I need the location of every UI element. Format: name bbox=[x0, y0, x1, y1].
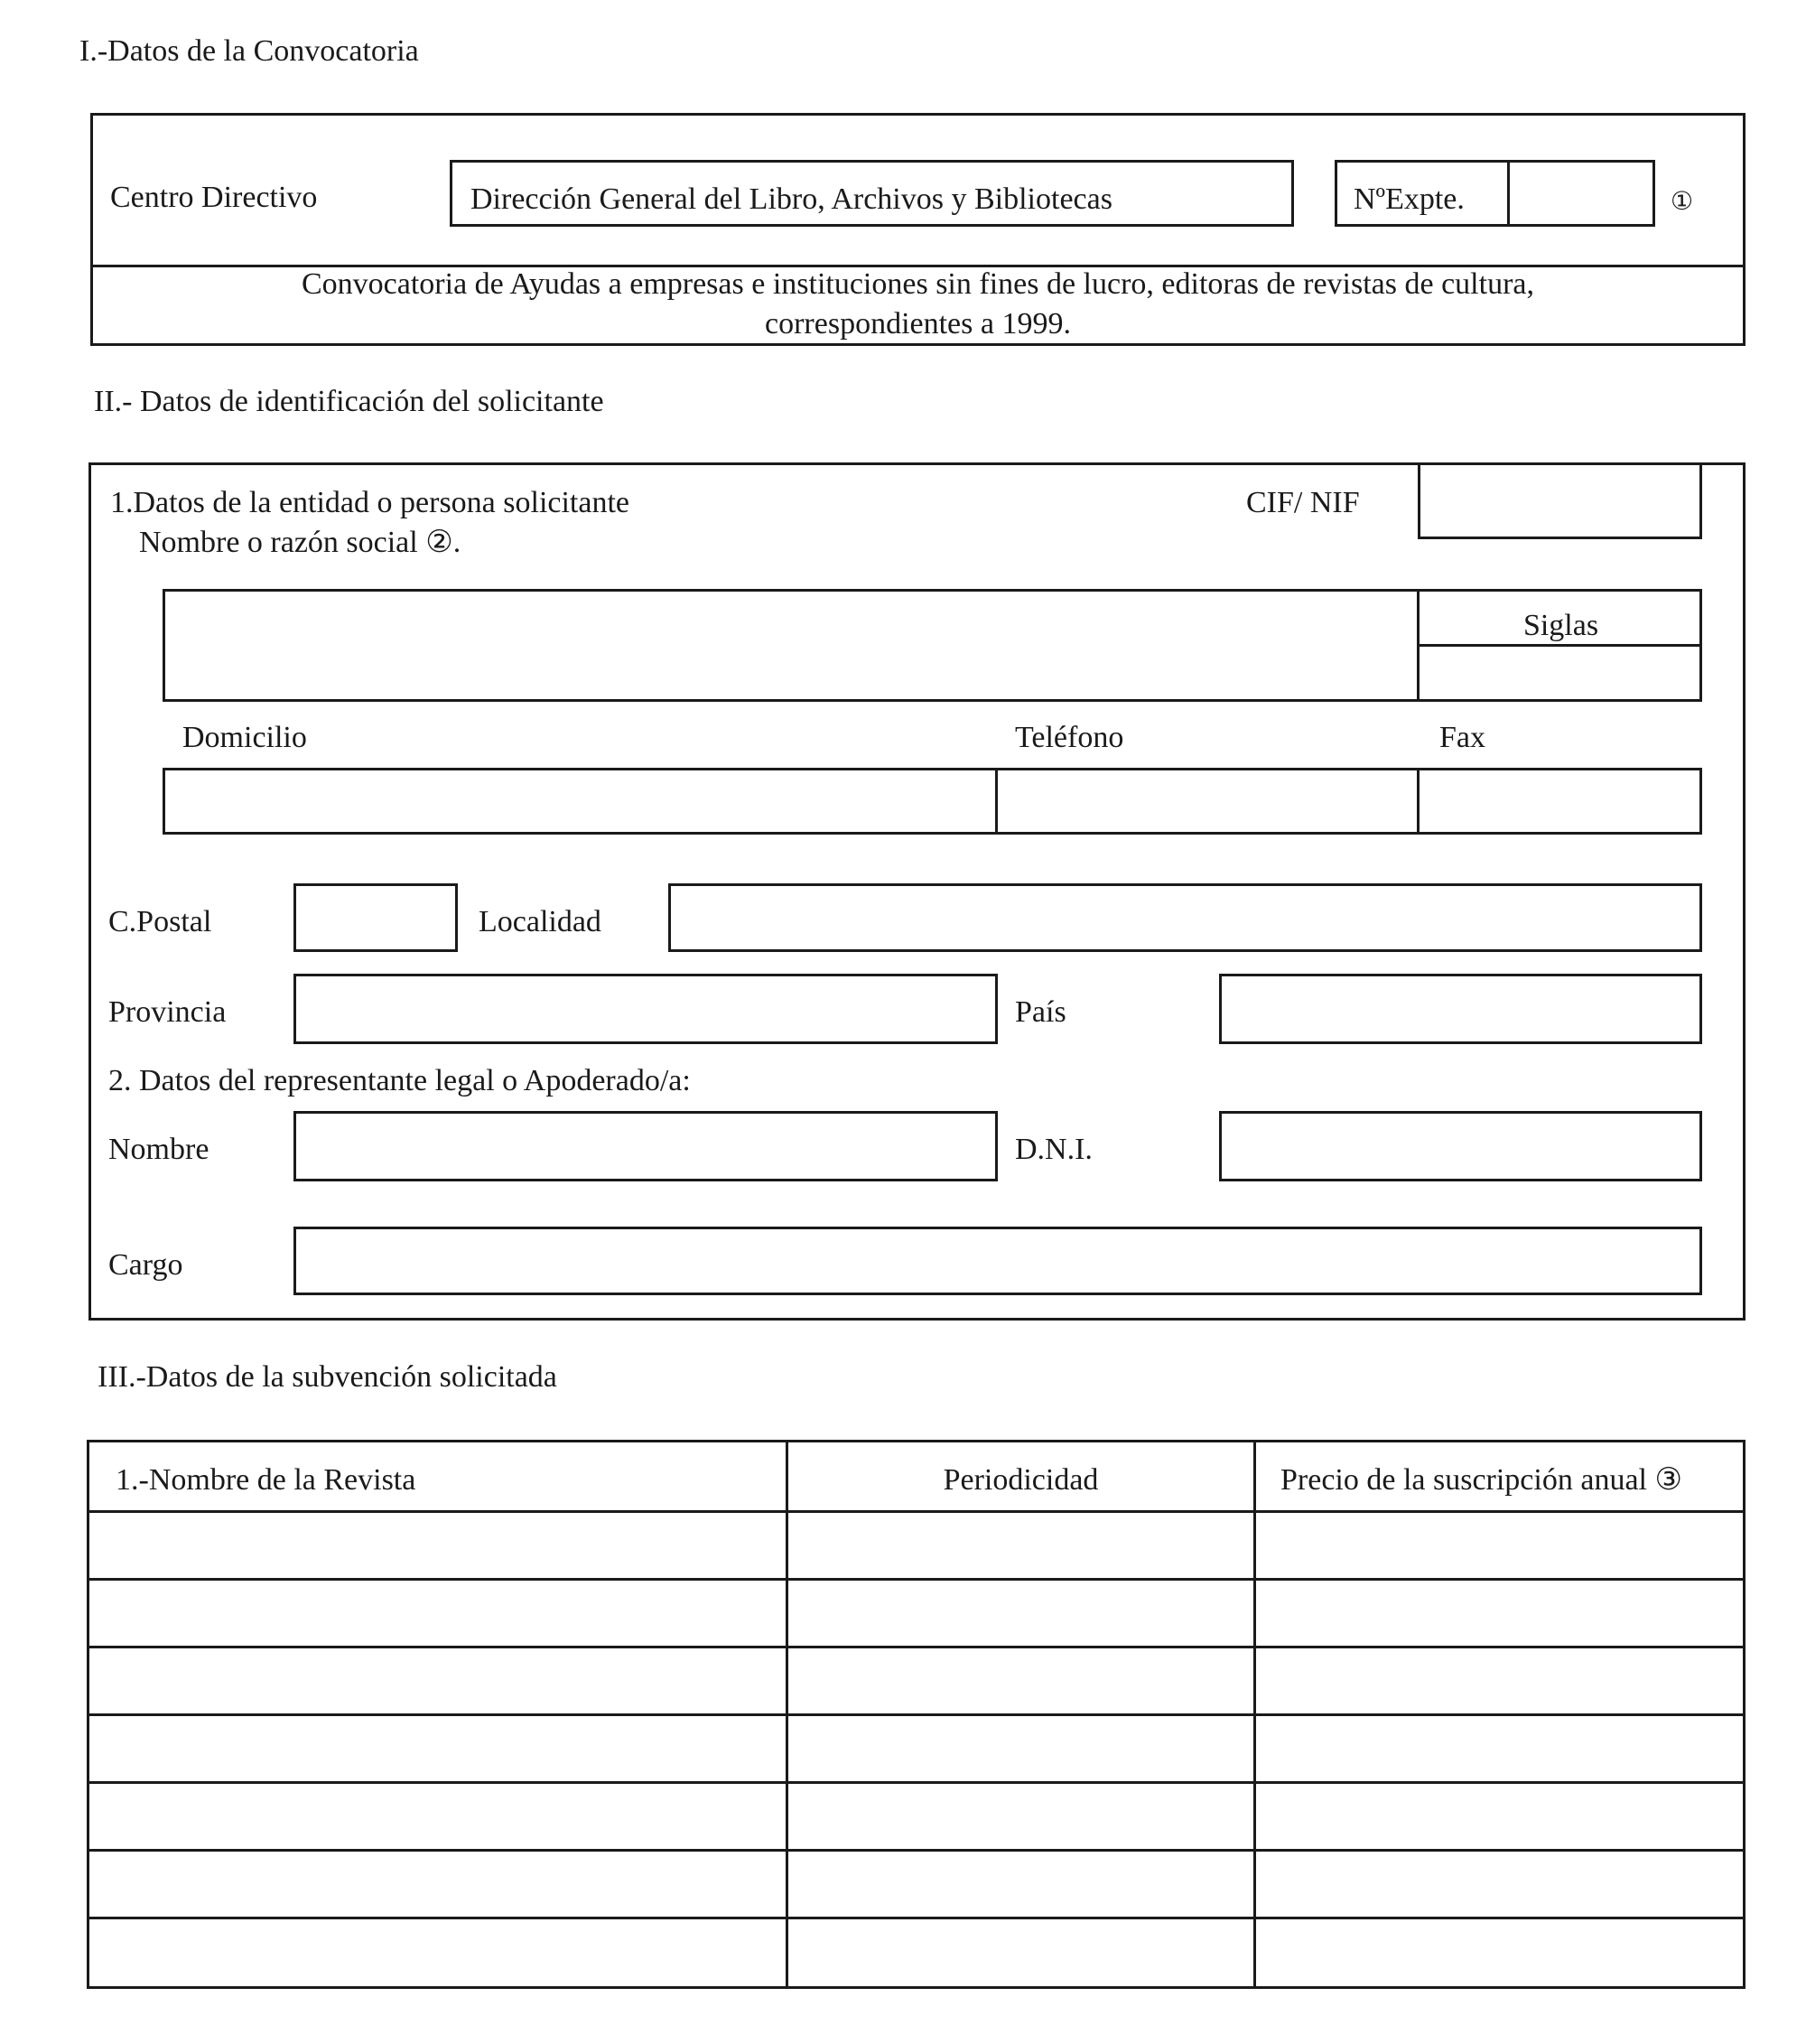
cpostal-field[interactable] bbox=[293, 883, 458, 952]
cpostal-label: C.Postal bbox=[108, 905, 212, 938]
section-2-heading: II.- Datos de identificación del solicitante bbox=[94, 385, 604, 418]
cell-nombre-revista[interactable] bbox=[89, 1784, 786, 1849]
fax-field[interactable] bbox=[1420, 770, 1699, 832]
section-3-heading: III.-Datos de la subvención solicitada bbox=[98, 1360, 557, 1394]
expte-label-box bbox=[1335, 160, 1510, 227]
pais-field[interactable] bbox=[1219, 974, 1702, 1044]
cell-periodicidad[interactable] bbox=[788, 1513, 1253, 1578]
cell-periodicidad[interactable] bbox=[788, 1784, 1253, 1849]
pais-label: País bbox=[1015, 995, 1066, 1029]
centro-directivo-label: Centro Directivo bbox=[110, 181, 318, 214]
localidad-field[interactable] bbox=[668, 883, 1702, 952]
column-header-periodicidad: Periodicidad bbox=[943, 1463, 1099, 1497]
siglas-field[interactable] bbox=[1420, 647, 1699, 699]
domicilio-label: Domicilio bbox=[182, 721, 307, 754]
nombre-label: Nombre bbox=[108, 1133, 209, 1166]
table-row bbox=[89, 1513, 1743, 1578]
expte-label: NºExpte. bbox=[1354, 182, 1465, 216]
cell-precio-suscripcion[interactable] bbox=[1256, 1581, 1743, 1646]
cell-nombre-revista[interactable] bbox=[89, 1513, 786, 1578]
cell-nombre-revista[interactable] bbox=[89, 1919, 786, 1986]
telefono-field[interactable] bbox=[998, 770, 1416, 832]
cell-periodicidad[interactable] bbox=[788, 1919, 1253, 1986]
provincia-label: Provincia bbox=[108, 995, 227, 1029]
cell-precio-suscripcion[interactable] bbox=[1256, 1852, 1743, 1917]
siglas-label: Siglas bbox=[1522, 609, 1599, 642]
cell-precio-suscripcion[interactable] bbox=[1256, 1919, 1743, 1986]
cif-nif-label: CIF/ NIF bbox=[1246, 486, 1360, 519]
cell-periodicidad[interactable] bbox=[788, 1716, 1253, 1781]
table-row bbox=[89, 1581, 1743, 1646]
cargo-field[interactable] bbox=[293, 1227, 1702, 1295]
column-header-nombre-revista: 1.-Nombre de la Revista bbox=[116, 1463, 416, 1497]
cell-periodicidad[interactable] bbox=[788, 1648, 1253, 1713]
nombre-razon-label: Nombre o razón social ②. bbox=[139, 526, 461, 559]
expte-field[interactable] bbox=[1507, 160, 1655, 227]
cell-nombre-revista[interactable] bbox=[89, 1852, 786, 1917]
telefono-label: Teléfono bbox=[1015, 721, 1124, 754]
cell-precio-suscripcion[interactable] bbox=[1256, 1716, 1743, 1781]
cell-nombre-revista[interactable] bbox=[89, 1581, 786, 1646]
note-1-marker: ① bbox=[1671, 186, 1694, 216]
localidad-label: Localidad bbox=[479, 905, 601, 938]
cif-nif-field[interactable] bbox=[1418, 462, 1702, 539]
cell-precio-suscripcion[interactable] bbox=[1256, 1648, 1743, 1713]
sub2-title: 2. Datos del representante legal o Apoderado/a: bbox=[108, 1064, 691, 1097]
table-row bbox=[89, 1784, 1743, 1849]
provincia-field[interactable] bbox=[293, 974, 998, 1044]
column-header-precio-suscripcion: Precio de la suscripción anual ③ bbox=[1280, 1463, 1682, 1497]
dni-label: D.N.I. bbox=[1015, 1133, 1093, 1166]
cell-periodicidad[interactable] bbox=[788, 1581, 1253, 1646]
convocatoria-line-1: Convocatoria de Ayudas a empresas e instituciones sin fines de lucro, editoras de revistas de cultura, bbox=[302, 267, 1534, 301]
cell-periodicidad[interactable] bbox=[788, 1852, 1253, 1917]
nombre-field[interactable] bbox=[293, 1111, 998, 1181]
cell-nombre-revista[interactable] bbox=[89, 1716, 786, 1781]
dni-field[interactable] bbox=[1219, 1111, 1702, 1181]
cell-nombre-revista[interactable] bbox=[89, 1648, 786, 1713]
fax-label: Fax bbox=[1439, 721, 1485, 754]
section-1-heading: I.-Datos de la Convocatoria bbox=[79, 34, 419, 68]
table-row bbox=[89, 1716, 1743, 1781]
table-row bbox=[89, 1852, 1743, 1917]
convocatoria-line-2: correspondientes a 1999. bbox=[765, 307, 1071, 341]
cell-precio-suscripcion[interactable] bbox=[1256, 1784, 1743, 1849]
centro-directivo-value: Dirección General del Libro, Archivos y Bibliotecas bbox=[470, 182, 1112, 216]
table-row bbox=[89, 1648, 1743, 1713]
table-row bbox=[89, 1919, 1743, 1986]
centro-directivo-field[interactable] bbox=[450, 160, 1294, 227]
domicilio-field[interactable] bbox=[165, 770, 994, 832]
cell-precio-suscripcion[interactable] bbox=[1256, 1513, 1743, 1578]
cargo-label: Cargo bbox=[108, 1248, 183, 1282]
sub1-title: 1.Datos de la entidad o persona solicitante bbox=[110, 486, 629, 519]
